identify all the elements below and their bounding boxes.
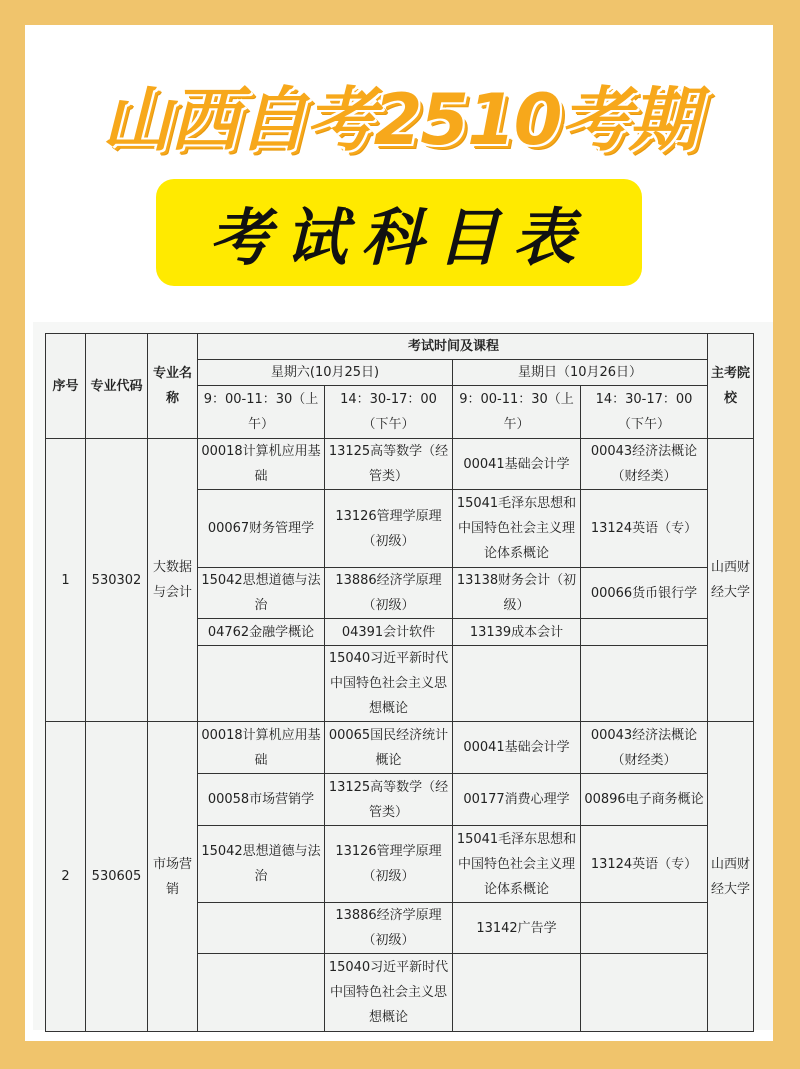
course-cell: 00177消费心理学 [453, 774, 581, 826]
page-title: 山西自考2510考期 [101, 79, 697, 161]
header-code: 专业代码 [86, 334, 148, 439]
course-cell: 13886经济学原理（初级） [325, 568, 453, 619]
course-cell: 15041毛泽东思想和中国特色社会主义理论体系概论 [453, 490, 581, 568]
schedule-table-container [33, 322, 773, 1030]
schedule-table [45, 333, 754, 1032]
course-cell: 00058市场营销学 [198, 774, 325, 826]
course-cell: 00041基础会计学 [453, 722, 581, 774]
course-cell: 13125高等数学（经管类） [325, 774, 453, 826]
course-cell: 15040习近平新时代中国特色社会主义思想概论 [325, 646, 453, 722]
subtitle: 考试科目表 [208, 201, 589, 274]
header-seq: 序号 [46, 334, 86, 439]
row-school: 山西财经大学 [708, 439, 754, 722]
course-cell: 00041基础会计学 [453, 439, 581, 490]
course-cell: 15040习近平新时代中国特色社会主义思想概论 [325, 954, 453, 1032]
course-cell: 00896电子商务概论 [581, 774, 708, 826]
course-cell: 13126管理学原理（初级） [325, 490, 453, 568]
course-cell [198, 646, 325, 722]
row-code: 530605 [86, 722, 148, 1032]
course-cell: 13142广告学 [453, 903, 581, 954]
course-cell: 13126管理学原理（初级） [325, 826, 453, 903]
course-cell: 00067财务管理学 [198, 490, 325, 568]
course-cell: 15042思想道德与法治 [198, 826, 325, 903]
header-sun-am: 9：00-11：30（上午） [453, 386, 581, 439]
course-cell [453, 954, 581, 1032]
subtitle-banner [156, 179, 642, 286]
course-cell: 15042思想道德与法治 [198, 568, 325, 619]
row-code: 530302 [86, 439, 148, 722]
course-cell: 15041毛泽东思想和中国特色社会主义理论体系概论 [453, 826, 581, 903]
course-cell [581, 646, 708, 722]
course-cell: 00043经济法概论（财经类） [581, 722, 708, 774]
course-cell: 13124英语（专） [581, 826, 708, 903]
header-saturday: 星期六(10月25日) [198, 360, 453, 386]
course-cell: 00018计算机应用基础 [198, 722, 325, 774]
header-sat-am: 9：00-11：30（上午） [198, 386, 325, 439]
course-cell [198, 903, 325, 954]
course-cell: 13138财务会计（初级） [453, 568, 581, 619]
course-cell: 00043经济法概论（财经类） [581, 439, 708, 490]
page-frame [25, 25, 773, 1041]
header-exam: 考试时间及课程 [198, 334, 708, 360]
table-row [46, 439, 754, 490]
header-sat-pm: 14：30-17：00（下午） [325, 386, 453, 439]
header-sun-pm: 14：30-17：00（下午） [581, 386, 708, 439]
course-cell: 00065国民经济统计概论 [325, 722, 453, 774]
course-cell: 13139成本会计 [453, 619, 581, 646]
header-school: 主考院校 [708, 334, 754, 439]
row-major: 市场营销 [148, 722, 198, 1032]
course-cell [581, 903, 708, 954]
row-seq: 2 [46, 722, 86, 1032]
course-cell: 13124英语（专） [581, 490, 708, 568]
header-name: 专业名称 [148, 334, 198, 439]
course-cell: 04762金融学概论 [198, 619, 325, 646]
course-cell: 13886经济学原理（初级） [325, 903, 453, 954]
table-row [46, 722, 754, 774]
row-major: 大数据与会计 [148, 439, 198, 722]
course-cell [581, 954, 708, 1032]
course-cell [581, 619, 708, 646]
row-school: 山西财经大学 [708, 722, 754, 1032]
row-seq: 1 [46, 439, 86, 722]
course-cell: 00018计算机应用基础 [198, 439, 325, 490]
course-cell: 04391会计软件 [325, 619, 453, 646]
header-sunday: 星期日（10月26日） [453, 360, 708, 386]
course-cell [198, 954, 325, 1032]
course-cell: 00066货币银行学 [581, 568, 708, 619]
course-cell: 13125高等数学（经管类） [325, 439, 453, 490]
course-cell [453, 646, 581, 722]
